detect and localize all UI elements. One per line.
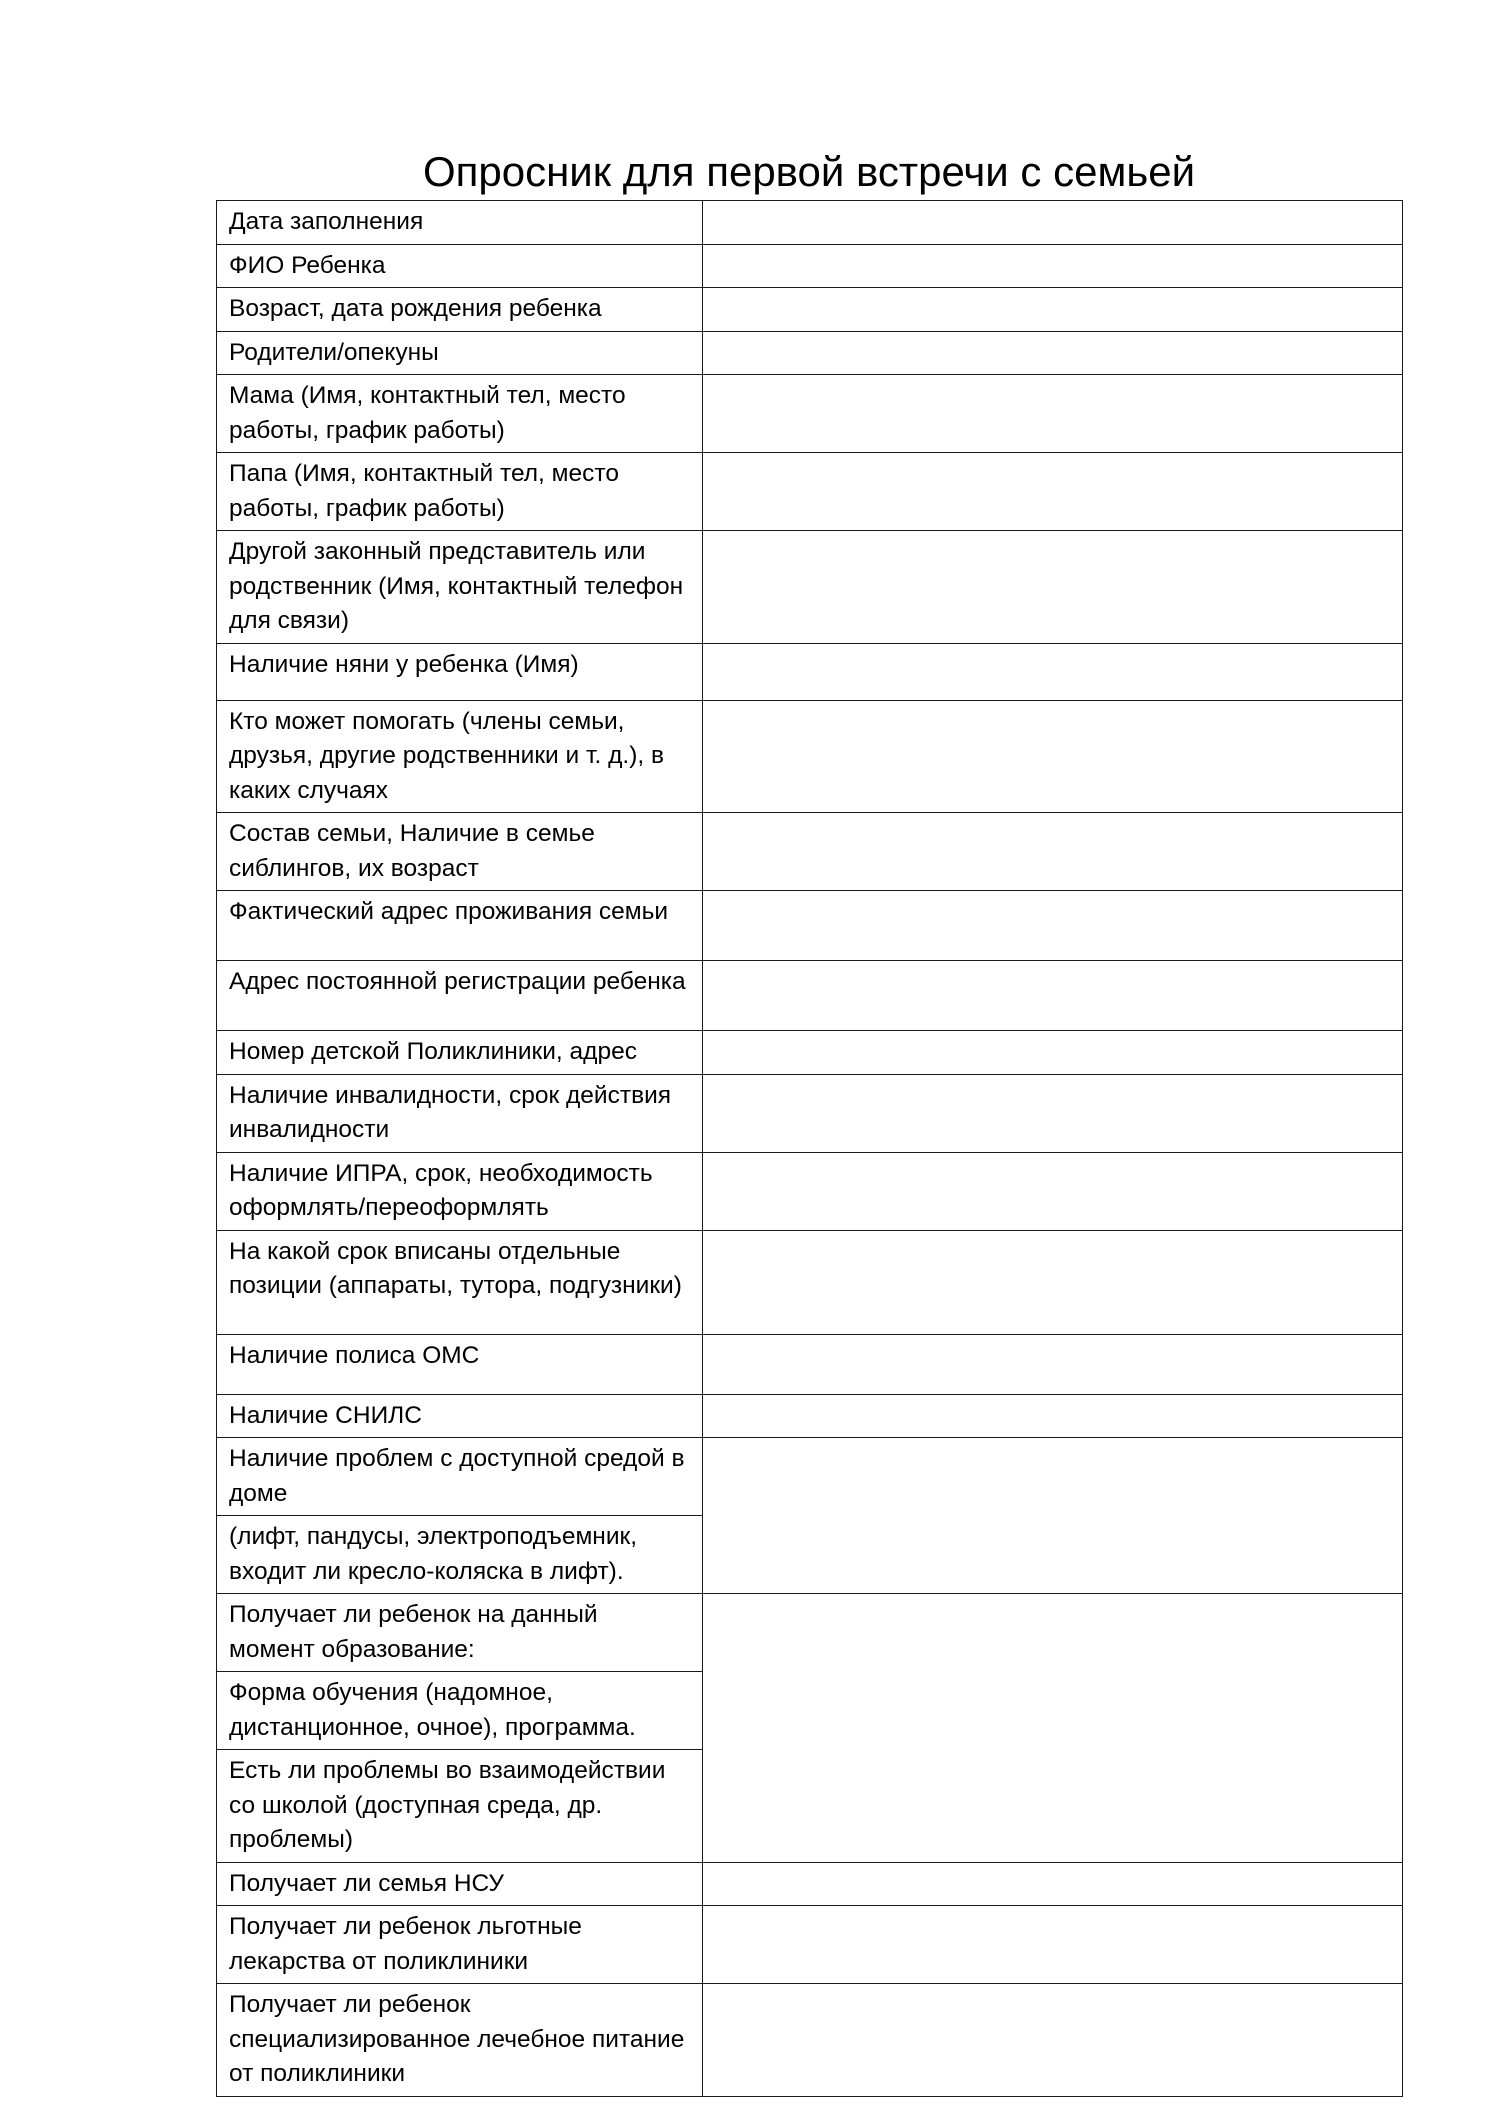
question-label: Получает ли ребенок льготные лекарства от поликлиники <box>217 1906 703 1984</box>
answer-field[interactable] <box>703 1906 1403 1984</box>
question-label: Получает ли ребенок специализированное лечебное питание от поликлиники <box>217 1984 703 2097</box>
question-label: Наличие СНИЛС <box>217 1394 703 1438</box>
question-label: Кто может помогать (члены семьи, друзья, другие родственники и т. д.), в каких случаях <box>217 700 703 813</box>
table-row <box>217 813 1403 891</box>
question-label: Получает ли семья НСУ <box>217 1862 703 1906</box>
question-label: На какой срок вписаны отдельные позиции (аппараты, тутора, подгузники) <box>217 1230 703 1334</box>
answer-field[interactable] <box>703 1074 1403 1152</box>
answer-field[interactable] <box>703 1031 1403 1075</box>
question-label: Возраст, дата рождения ребенка <box>217 288 703 332</box>
answer-field[interactable] <box>703 453 1403 531</box>
question-label: Есть ли проблемы во взаимодействии со школой (доступная среда, др. проблемы) <box>217 1750 703 1863</box>
table-row <box>217 375 1403 453</box>
answer-field[interactable] <box>703 1230 1403 1334</box>
question-label: Другой законный представитель или родственник (Имя, контактный телефон для связи) <box>217 531 703 644</box>
table-row <box>217 1906 1403 1984</box>
answer-field[interactable] <box>703 643 1403 700</box>
table-row <box>217 331 1403 375</box>
table-row <box>217 1152 1403 1230</box>
answer-field[interactable] <box>703 1334 1403 1394</box>
question-label: Наличие проблем с доступной средой в доме <box>217 1438 703 1516</box>
table-row <box>217 531 1403 644</box>
question-label: Адрес постоянной регистрации ребенка <box>217 961 703 1031</box>
table-row <box>217 700 1403 813</box>
question-label: ФИО Ребенка <box>217 244 703 288</box>
table-row <box>217 244 1403 288</box>
question-label: Форма обучения (надомное, дистанционное, очное), программа. <box>217 1672 703 1750</box>
answer-field[interactable] <box>703 1984 1403 2097</box>
question-label: Родители/опекуны <box>217 331 703 375</box>
question-label: Мама (Имя, контактный тел, место работы, график работы) <box>217 375 703 453</box>
question-label: Состав семьи, Наличие в семье сиблингов, их возраст <box>217 813 703 891</box>
question-label: Дата заполнения <box>217 201 703 245</box>
question-label: Наличие няни у ребенка (Имя) <box>217 643 703 700</box>
table-row <box>217 288 1403 332</box>
answer-field[interactable] <box>703 1862 1403 1906</box>
page-title: Опросник для первой встречи с семьей <box>422 148 1196 195</box>
question-label: (лифт, пандусы, электроподъемник, входит ли кресло-коляска в лифт). <box>217 1516 703 1594</box>
table-row <box>217 1031 1403 1075</box>
question-label: Наличие полиса ОМС <box>217 1334 703 1394</box>
question-label: Папа (Имя, контактный тел, место работы, график работы) <box>217 453 703 531</box>
table-row <box>217 961 1403 1031</box>
table-row <box>217 453 1403 531</box>
table-row <box>217 1862 1403 1906</box>
answer-field[interactable] <box>703 813 1403 891</box>
table-row <box>217 891 1403 961</box>
table-row <box>217 1984 1403 2097</box>
answer-field[interactable] <box>703 1594 1403 1863</box>
table-row <box>217 1394 1403 1438</box>
answer-field[interactable] <box>703 375 1403 453</box>
answer-field[interactable] <box>703 288 1403 332</box>
question-label: Наличие инвалидности, срок действия инвалидности <box>217 1074 703 1152</box>
table-row <box>217 1074 1403 1152</box>
answer-field[interactable] <box>703 1394 1403 1438</box>
table-row <box>217 1594 1403 1672</box>
table-row <box>217 1230 1403 1334</box>
answer-field[interactable] <box>703 244 1403 288</box>
questionnaire-table <box>216 200 1403 2097</box>
answer-field[interactable] <box>703 700 1403 813</box>
question-label: Получает ли ребенок на данный момент образование: <box>217 1594 703 1672</box>
answer-field[interactable] <box>703 961 1403 1031</box>
answer-field[interactable] <box>703 1152 1403 1230</box>
question-label: Фактический адрес проживания семьи <box>217 891 703 961</box>
table-row <box>217 1334 1403 1394</box>
question-label: Номер детской Поликлиники, адрес <box>217 1031 703 1075</box>
answer-field[interactable] <box>703 1438 1403 1594</box>
answer-field[interactable] <box>703 891 1403 961</box>
answer-field[interactable] <box>703 201 1403 245</box>
answer-field[interactable] <box>703 331 1403 375</box>
table-row <box>217 643 1403 700</box>
question-label: Наличие ИПРА, срок, необходимость оформлять/переоформлять <box>217 1152 703 1230</box>
answer-field[interactable] <box>703 531 1403 644</box>
table-row <box>217 1438 1403 1516</box>
table-row <box>217 201 1403 245</box>
